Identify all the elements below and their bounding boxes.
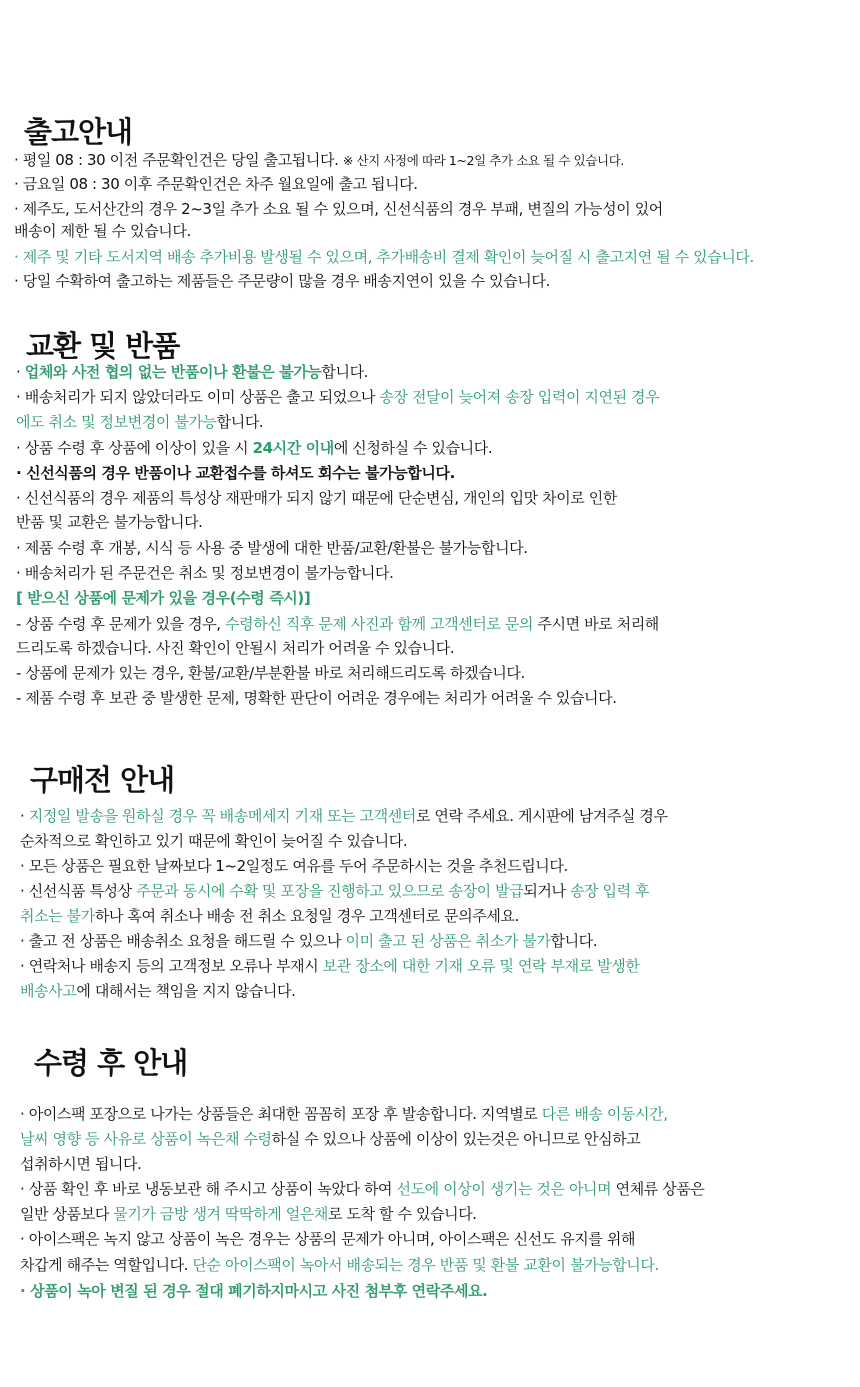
guide-line <box>20 831 407 851</box>
guide-line <box>16 663 525 683</box>
text-segment: 드리도록 하겠습니다. 사진 확인이 안될시 처리가 어려울 수 있습니다. <box>16 639 455 657</box>
guide-line <box>16 463 455 483</box>
text-segment: 에 대해서는 책임을 지지 않습니다. <box>76 982 296 1000</box>
text-segment: · 배송처리가 된 주문건은 취소 및 정보변경이 불가능합니다. <box>16 564 394 582</box>
highlight-text: 에도 취소 및 정보변경이 불가능 <box>16 413 217 431</box>
guide-line <box>20 1255 659 1275</box>
text-segment: · 상품 확인 후 바로 냉동보관 해 주시고 상품이 녹았다 하여 <box>20 1180 397 1198</box>
highlight-text: 송장 입력 후 <box>569 882 650 900</box>
text-segment: 되거나 <box>523 882 570 900</box>
text-segment: 하실 수 있으나 상품에 이상이 있는것은 아니므로 안심하고 <box>271 1130 641 1148</box>
guide-line <box>20 881 649 901</box>
highlight-text: 지정일 발송을 원하실 경우 꼭 배송메세지 기재 또는 고객센터 <box>28 807 416 825</box>
text-segment: · 아이스팩은 녹지 않고 상품이 녹은 경우는 상품의 문제가 아니며, 아이스팩은 신선도 유지를 위해 <box>20 1230 636 1248</box>
text-segment: · 당일 수확하여 출고하는 제품들은 주문량이 많을 경우 배송지연이 있을 수 있습니다. <box>14 272 550 290</box>
guide-line <box>16 688 617 708</box>
guide-line <box>16 563 393 583</box>
highlight-text: 단순 아이스팩이 녹아서 배송되는 경우 반품 및 환불 교환이 불가능합니다. <box>192 1256 659 1274</box>
text-segment: 배송이 제한 될 수 있습니다. <box>14 222 191 240</box>
text-segment: · 신선식품의 경우 반품이나 교환접수를 하셔도 회수는 불가능합니다. <box>16 464 455 482</box>
text-segment: 순차적으로 확인하고 있기 때문에 확인이 늦어질 수 있습니다. <box>20 832 408 850</box>
guide-line <box>20 1104 668 1124</box>
text-segment: · 연락처나 배송지 등의 고객정보 오류나 부재시 <box>20 957 323 975</box>
guide-line <box>20 1154 141 1174</box>
section-heading: 수령 후 안내 <box>34 1046 188 1080</box>
guide-line <box>16 638 454 658</box>
guide-line <box>20 1204 477 1224</box>
highlight-text: 24시간 이내 <box>252 439 334 457</box>
guide-line <box>20 906 519 926</box>
text-segment: 반품 및 교환은 불가능합니다. <box>16 513 203 531</box>
guide-line <box>20 856 568 876</box>
highlight-text: · 상품이 녹아 변질 된 경우 절대 폐기하지마시고 사진 첨부후 연락주세요. <box>20 1282 488 1300</box>
highlight-text: · 제주 및 기타 도서지역 배송 추가비용 발생될 수 있으며, 추가배송비 결제 확인이 늦어질 시 출고지연 될 수 있습니다. <box>14 248 754 266</box>
text-segment: · 출고 전 상품은 배송취소 요청을 해드릴 수 있으나 <box>20 932 346 950</box>
text-segment: · 금요일 08 : 30 이후 주문확인건은 차주 월요일에 출고 됩니다. <box>14 175 418 193</box>
text-segment: 합니다. <box>321 363 369 381</box>
text-segment: · 평일 08 : 30 이전 주문확인건은 당일 출고됩니다. <box>14 151 343 169</box>
guide-line <box>16 512 203 532</box>
guide-line <box>16 538 528 558</box>
guide-line <box>16 588 310 608</box>
guide-line <box>14 174 418 194</box>
text-segment: · 모든 상품은 필요한 날짜보다 1~2일정도 여유를 두어 주문하시는 것을 추천드립니다. <box>20 857 568 875</box>
text-segment: · <box>20 807 29 825</box>
text-segment: · 배송처리가 되지 않았더라도 이미 상품은 출고 되었으나 <box>16 388 380 406</box>
guide-line <box>14 150 624 171</box>
guide-line <box>14 247 754 267</box>
highlight-text: 취소는 불가 <box>20 907 95 925</box>
highlight-text: 다른 배송 이동시간, <box>541 1105 668 1123</box>
guide-line <box>20 1179 705 1199</box>
guide-line <box>14 221 191 241</box>
text-segment: 로 도착 할 수 있습니다. <box>328 1205 477 1223</box>
text-segment: 하나 혹여 취소나 배송 전 취소 요청일 경우 고객센터로 문의주세요. <box>94 907 519 925</box>
highlight-text: 이미 출고 된 상품은 취소가 불가 <box>345 932 551 950</box>
highlight-text: 배송사고 <box>20 982 77 1000</box>
highlight-text: 물기가 금방 생겨 딱딱하게 얼은채 <box>113 1205 329 1223</box>
text-segment: 일반 상품보다 <box>20 1205 114 1223</box>
section-heading: 교환 및 반품 <box>26 329 180 363</box>
text-segment: - 상품에 문제가 있는 경우, 환불/교환/부분환불 바로 처리해드리도록 하겠습니다. <box>16 664 525 682</box>
text-segment: · 신선식품 특성상 <box>20 882 137 900</box>
guide-line <box>20 1229 635 1249</box>
text-segment: · <box>16 363 25 381</box>
text-segment: · 상품 수령 후 상품에 이상이 있을 시 <box>16 439 253 457</box>
highlight-text: [ 받으신 상품에 문제가 있을 경우(수령 즉시)] <box>16 589 311 607</box>
guide-line <box>16 362 368 382</box>
highlight-text: 수령하신 직후 문제 사진과 함께 고객센터로 문의 <box>225 615 534 633</box>
text-segment: 로 연락 주세요. 게시판에 남겨주실 경우 <box>415 807 668 825</box>
text-segment: · 제품 수령 후 개봉, 시식 등 사용 중 발생에 대한 반품/교환/환불은 불가능합니다. <box>16 539 528 557</box>
section-heading: 출고안내 <box>24 115 133 149</box>
text-segment: 합니다. <box>216 413 264 431</box>
guide-line <box>16 438 492 458</box>
highlight-text: 업체와 사전 협의 없는 반품이나 환불은 불가능 <box>24 363 322 381</box>
highlight-text: 주문과 동시에 수확 및 포장을 진행하고 있으므로 송장이 발급 <box>136 882 524 900</box>
guide-line <box>16 412 263 432</box>
text-segment: - 제품 수령 후 보관 중 발생한 문제, 명확한 판단이 어려운 경우에는 처리가 어려울 수 있습니다. <box>16 689 617 707</box>
guide-line <box>20 1129 640 1149</box>
guide-line <box>20 1281 487 1301</box>
text-segment: - 상품 수령 후 문제가 있을 경우, <box>16 615 226 633</box>
text-segment: 에 신청하실 수 있습니다. <box>333 439 493 457</box>
guide-line <box>20 956 639 976</box>
highlight-text: 날씨 영향 등 사유로 상품이 녹은채 수령 <box>20 1130 272 1148</box>
guide-line <box>20 981 295 1001</box>
guide-line <box>16 614 659 634</box>
guide-line <box>20 931 597 951</box>
guide-line <box>20 806 668 826</box>
text-segment: 합니다. <box>550 932 598 950</box>
text-segment: 차갑게 해주는 역할입니다. <box>20 1256 193 1274</box>
guide-line <box>16 387 659 407</box>
guide-line <box>14 199 663 219</box>
highlight-text: 보관 장소에 대한 기재 오류 및 연락 부재로 발생한 <box>322 957 640 975</box>
text-segment: · 신선식품의 경우 제품의 특성상 재판매가 되지 않기 때문에 단순변심, 개인의 입맛 차이로 인한 <box>16 489 617 507</box>
highlight-text: 선도에 이상이 생기는 것은 아니며 <box>396 1180 612 1198</box>
section-heading: 구매전 안내 <box>30 763 175 797</box>
text-segment: ※ 산지 사정에 따라 1~2일 추가 소요 될 수 있습니다. <box>342 153 624 168</box>
text-segment: · 제주도, 도서산간의 경우 2~3일 추가 소요 될 수 있으며, 신선식품의 경우 부패, 변질의 가능성이 있어 <box>14 200 663 218</box>
guide-line <box>14 271 550 291</box>
text-segment: 연체류 상품은 <box>611 1180 705 1198</box>
text-segment: · 아이스팩 포장으로 나가는 상품들은 최대한 꼼꼼히 포장 후 발송합니다. 지역별로 <box>20 1105 542 1123</box>
text-segment: 섭취하시면 됩니다. <box>20 1155 142 1173</box>
text-segment: 주시면 바로 처리해 <box>533 615 659 633</box>
highlight-text: 송장 전달이 늦어져 송장 입력이 지연된 경우 <box>379 388 660 406</box>
guide-line <box>16 488 617 508</box>
